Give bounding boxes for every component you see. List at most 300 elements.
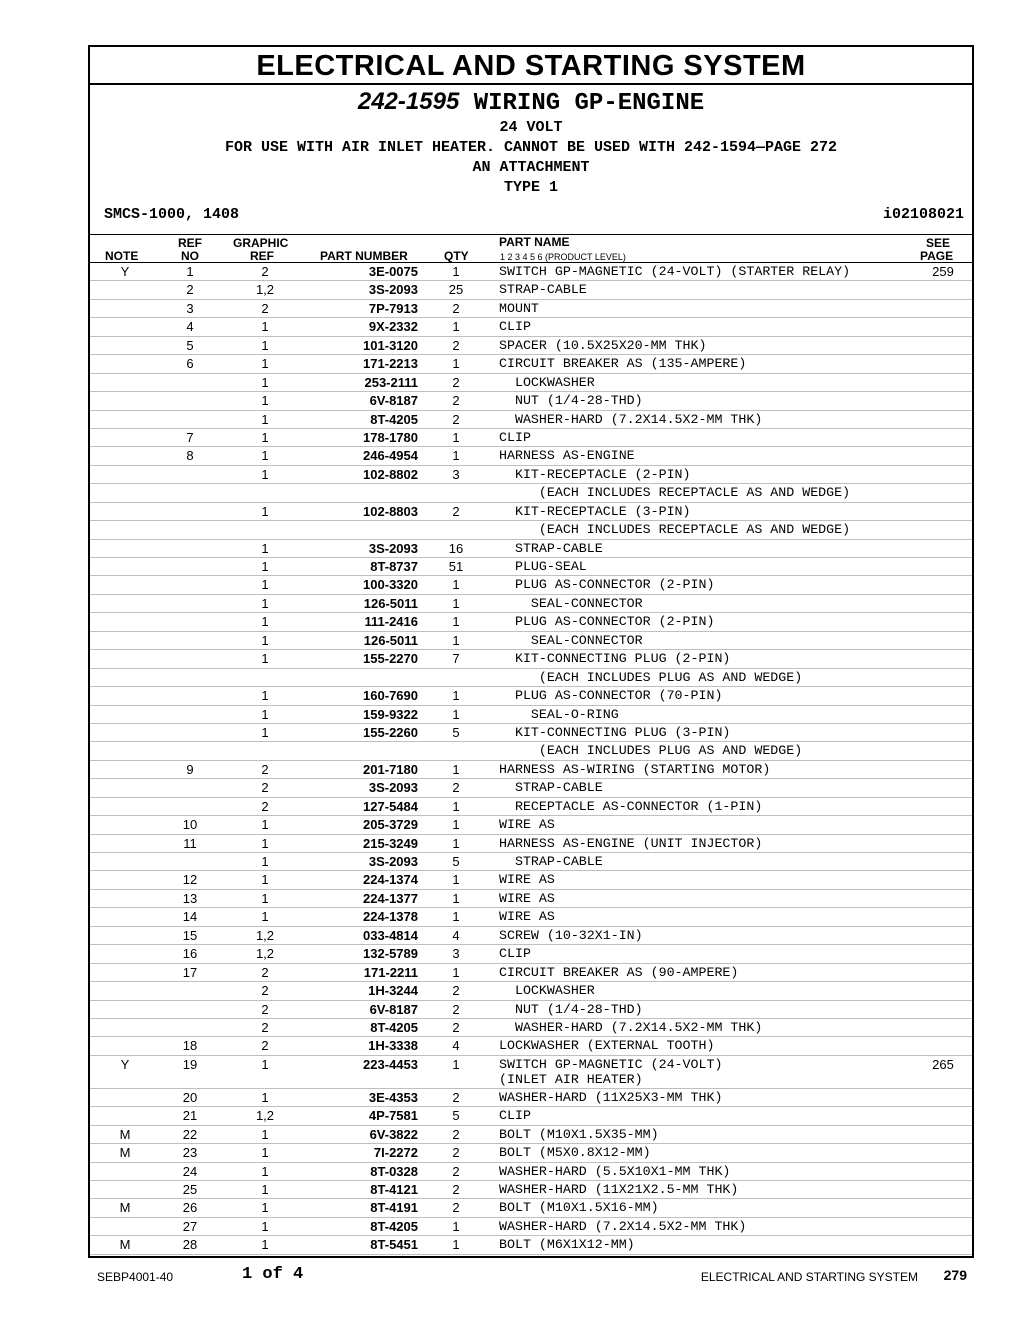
row-qty: 2 [452,411,460,427]
column-headers [90,235,972,263]
table-row [90,411,972,429]
table-row [90,853,972,871]
row-graphic-ref: 1 [261,614,269,630]
row-part-number: 155-2270 [363,651,418,667]
row-part-number: 6V-8187 [369,1001,418,1017]
row-part-name: SPACER (10.5X25X20-MM THK) [499,337,707,353]
row-ref-no: 23 [182,1145,198,1161]
row-qty: 1 [452,577,460,593]
row-ref-no: 4 [186,319,194,335]
row-part-number: 3S-2093 [368,780,418,796]
row-part-name: CIRCUIT BREAKER AS (90-AMPERE) [499,964,739,980]
row-part-number: 127-5484 [363,798,418,814]
col-ref-no-bottom: NO [181,249,199,263]
table-row [90,742,972,760]
group-header [90,85,972,235]
row-qty: 2 [452,1001,460,1017]
row-part-name: SWITCH GP-MAGNETIC (24-VOLT) (STARTER RELAY) [499,264,851,279]
row-ref-no: 2 [186,282,194,298]
row-note: M [119,1237,131,1253]
row-graphic-ref: 1 [261,854,269,869]
row-graphic-ref: 1 [261,909,269,925]
row-part-name: CLIP [499,319,531,335]
row-graphic-ref: 1 [261,319,269,335]
row-part-number: 126-5011 [363,632,418,648]
row-part-name: WASHER-HARD (7.2X14.5X2-MM THK) [499,1218,747,1234]
row-part-name: WASHER-HARD (11X25X3-MM THK) [499,1089,723,1105]
row-part-name: WIRE AS [499,890,555,906]
row-qty: 2 [452,983,460,999]
row-graphic-ref: 2 [261,1019,269,1035]
table-row [90,835,972,853]
row-qty: 1 [452,448,460,464]
table-row [90,595,972,613]
row-graphic-ref: 1 [261,817,269,833]
row-part-number: 9X-2332 [368,319,418,335]
row-ref-no: 21 [182,1108,198,1124]
row-qty: 1 [452,706,460,722]
row-qty: 1 [452,1237,460,1253]
row-part-name: NUT (1/4-28-THD) [499,393,643,409]
row-graphic-ref: 2 [261,761,269,777]
row-part-number: 102-8803 [363,503,418,519]
row-part-name: KIT-RECEPTACLE (3-PIN) [499,503,691,519]
row-note: Y [120,264,130,279]
row-graphic-ref: 1 [261,429,269,445]
row-ref-no: 11 [183,835,197,851]
row-part-number: 6V-3822 [369,1126,418,1142]
table-row [90,300,972,318]
row-part-name: KIT-RECEPTACLE (2-PIN) [499,466,691,482]
row-graphic-ref: 1 [261,374,269,390]
row-part-name: WIRE AS [499,872,555,888]
row-part-name: LOCKWASHER [499,983,595,999]
row-part-number: 224-1378 [363,909,418,925]
row-ref-no: 13 [182,890,198,906]
row-part-name: KIT-CONNECTING PLUG (3-PIN) [499,724,731,740]
row-part-number: 223-4453 [363,1056,418,1072]
row-graphic-ref: 1 [261,577,269,593]
row-part-name: PLUG AS-CONNECTOR (2-PIN) [499,614,715,630]
row-part-number: 8T-4205 [370,411,418,427]
row-note: M [119,1145,131,1161]
row-qty: 4 [452,1038,460,1054]
row-part-number: 7P-7913 [368,300,418,316]
table-row [90,613,972,631]
row-qty: 1 [452,1056,460,1072]
row-part-number: 205-3729 [363,817,418,833]
col-graphic-ref-bottom: REF [250,249,274,263]
row-graphic-ref: 1 [261,595,269,611]
row-graphic-ref: 1,2 [255,282,275,298]
row-qty: 2 [452,300,460,316]
row-qty: 5 [452,854,460,869]
illustration-id: i02108021 [882,206,964,223]
row-qty: 1 [452,872,460,888]
row-part-number: 111-2416 [364,614,418,630]
row-graphic-ref: 1 [261,1126,269,1142]
row-ref-no: 20 [182,1089,198,1105]
row-part-number: 1H-3244 [368,983,418,999]
row-part-name: WASHER-HARD (7.2X14.5X2-MM THK) [499,411,763,427]
row-part-number: 253-2111 [364,374,418,390]
table-row [90,355,972,373]
table-row [90,908,972,926]
table-row [90,521,972,539]
row-part-number: 8T-8737 [370,559,418,574]
row-graphic-ref: 2 [261,780,269,796]
table-row [90,706,972,724]
row-graphic-ref: 1 [261,651,269,667]
row-part-name: CLIP [499,429,531,445]
row-part-name: PLUG AS-CONNECTOR (2-PIN) [499,577,715,593]
row-part-name: SEAL-CONNECTOR [499,632,643,648]
row-graphic-ref: 1 [261,503,269,519]
row-part-number: 4P-7581 [368,1108,418,1124]
row-graphic-ref: 1 [261,1145,269,1161]
row-part-number: 8T-4205 [370,1218,418,1234]
row-part-number: 033-4814 [363,927,418,943]
row-part-name: BOLT (M10X1.5X16-MM) [499,1200,659,1216]
row-graphic-ref: 1 [261,559,269,574]
row-ref-no: 24 [182,1163,198,1179]
row-qty: 1 [452,909,460,925]
row-part-number: 3S-2093 [368,282,418,298]
row-part-name: NUT (1/4-28-THD) [499,1001,643,1017]
row-qty: 4 [452,927,460,943]
row-qty: 7 [452,651,460,667]
row-part-name: STRAP-CABLE [499,282,587,298]
col-graphic-ref-top: GRAPHIC [233,236,289,250]
row-graphic-ref: 1,2 [255,946,275,962]
row-part-name: SCREW (10-32X1-IN) [499,927,643,943]
row-part-number: 160-7690 [363,688,418,704]
row-note: M [119,1200,131,1216]
table-row [90,982,972,1000]
row-qty: 2 [452,1200,460,1216]
row-part-number: 1H-3338 [368,1038,418,1054]
table-row [90,503,972,521]
row-part-name: SEAL-O-RING [499,706,619,722]
row-graphic-ref: 1 [261,1182,269,1197]
row-graphic-ref: 1 [261,466,269,482]
row-graphic-ref: 1 [261,1200,269,1216]
row-graphic-ref: 1 [261,890,269,906]
row-ref-no: 27 [182,1218,198,1234]
row-qty: 5 [452,1108,460,1124]
row-part-name: (EACH INCLUDES PLUG AS AND WEDGE) [499,669,803,685]
row-qty: 1 [452,429,460,445]
row-note: Y [120,1056,130,1072]
footer-page-of: 1 of 4 [242,1265,304,1284]
row-part-number: 100-3320 [363,577,418,593]
row-see-page: 265 [932,1056,954,1072]
table-row [90,761,972,779]
row-qty: 16 [448,540,464,556]
table-row [90,447,972,465]
col-qty: QTY [444,249,469,263]
table-row [90,1019,972,1037]
row-graphic-ref: 1 [261,356,269,372]
row-qty: 2 [452,1182,460,1197]
row-ref-no: 28 [182,1237,198,1253]
table-row [90,484,972,502]
group-title [90,88,972,118]
col-ref-no-top: REF [178,236,202,250]
footer-page-number: 279 [943,1267,967,1283]
group-usage-note: FOR USE WITH AIR INLET HEATER. CANNOT BE USED WITH 242-1594—PAGE 272 [224,139,838,156]
row-part-number: 171-2213 [363,356,418,372]
group-type: TYPE 1 [503,179,558,196]
row-graphic-ref: 1,2 [255,927,275,943]
table-row [90,374,972,392]
row-part-name: SWITCH GP-MAGNETIC (24-VOLT) (INLET AIR HEATER) [499,1056,723,1087]
row-qty: 1 [452,632,460,648]
row-part-name: LOCKWASHER [499,374,595,390]
row-graphic-ref: 1 [261,724,269,740]
row-qty: 2 [452,503,460,519]
row-ref-no: 14 [182,909,198,925]
row-part-number: 201-7180 [363,761,418,777]
row-part-number: 155-2260 [363,724,418,740]
table-row [90,798,972,816]
table-row [90,1163,972,1181]
row-qty: 2 [452,1089,460,1105]
row-graphic-ref: 1,2 [255,1108,275,1124]
footer-section: ELECTRICAL AND STARTING SYSTEM [700,1270,918,1284]
row-ref-no: 26 [182,1200,198,1216]
row-graphic-ref: 2 [261,1001,269,1017]
table-row [90,392,972,410]
col-note: NOTE [105,249,139,263]
row-part-name: STRAP-CABLE [499,540,603,556]
table-row [90,466,972,484]
row-graphic-ref: 1 [261,411,269,427]
row-qty: 2 [452,1145,460,1161]
table-row [90,724,972,742]
table-row [90,1056,972,1089]
table-row [90,337,972,355]
row-graphic-ref: 1 [261,1163,269,1179]
row-part-name: PLUG AS-CONNECTOR (70-PIN) [499,688,723,704]
row-part-number: 8T-4121 [370,1182,418,1197]
table-row [90,1107,972,1125]
row-part-name: BOLT (M6X1X12-MM) [499,1237,635,1253]
table-row [90,263,972,281]
row-part-name: HARNESS AS-ENGINE (UNIT INJECTOR) [499,835,763,851]
row-part-name: WIRE AS [499,909,555,925]
row-part-name: (EACH INCLUDES PLUG AS AND WEDGE) [499,743,803,759]
row-part-name: KIT-CONNECTING PLUG (2-PIN) [499,651,731,667]
parts-page-frame [88,45,974,1258]
row-ref-no: 12 [182,872,198,888]
row-part-number: 3S-2093 [368,540,418,556]
table-row [90,1001,972,1019]
row-graphic-ref: 1 [261,1056,269,1072]
row-graphic-ref: 2 [261,300,269,316]
table-row [90,964,972,982]
table-row [90,1089,972,1107]
section-title: ELECTRICAL AND STARTING SYSTEM [90,47,972,85]
row-ref-no: 18 [182,1038,198,1054]
table-row [90,1037,972,1055]
row-part-name: WASHER-HARD (5.5X10X1-MM THK) [499,1163,731,1179]
row-note: M [119,1126,131,1142]
row-ref-no: 19 [182,1056,198,1072]
row-part-name: WASHER-HARD (7.2X14.5X2-MM THK) [499,1019,763,1035]
col-see-page-top: SEE [926,236,951,250]
row-graphic-ref: 1 [261,835,269,851]
row-ref-no: 8 [186,448,194,464]
row-ref-no: 10 [182,817,198,833]
row-qty: 1 [452,1218,460,1234]
row-qty: 25 [448,282,464,298]
row-part-number: 171-2211 [363,964,418,980]
row-part-number: 102-8802 [363,466,418,482]
table-row [90,318,972,336]
row-part-number: 8T-0328 [370,1163,418,1179]
row-ref-no: 6 [186,356,194,372]
row-qty: 51 [448,559,464,574]
row-part-number: 159-9322 [363,706,418,722]
row-qty: 2 [452,337,460,353]
table-row [90,1199,972,1217]
row-part-number: 224-1377 [363,890,418,906]
row-part-name: (EACH INCLUDES RECEPTACLE AS AND WEDGE) [499,522,851,538]
row-part-name: BOLT (M10X1.5X35-MM) [499,1126,659,1142]
table-row [90,669,972,687]
row-graphic-ref: 2 [261,264,269,279]
table-row [90,429,972,447]
row-qty: 1 [452,761,460,777]
row-part-name: PLUG-SEAL [499,559,587,574]
table-row [90,1218,972,1236]
row-part-name: SEAL-CONNECTOR [499,595,643,611]
row-ref-no: 17 [182,964,198,980]
row-qty: 3 [452,946,460,962]
row-qty: 1 [452,688,460,704]
row-part-name: HARNESS AS-WIRING (STARTING MOTOR) [499,761,771,777]
table-row [90,871,972,889]
row-qty: 1 [452,356,460,372]
row-qty: 1 [452,595,460,611]
row-qty: 1 [452,835,460,851]
row-qty: 1 [452,817,460,833]
row-graphic-ref: 2 [261,983,269,999]
row-part-number: 8T-5451 [370,1237,418,1253]
row-part-name: CIRCUIT BREAKER AS (135-AMPERE) [499,356,747,372]
row-part-name: STRAP-CABLE [499,854,603,869]
row-qty: 1 [452,319,460,335]
row-part-name: HARNESS AS-ENGINE [499,448,635,464]
table-row [90,779,972,797]
row-part-name: CLIP [499,946,531,962]
row-ref-no: 1 [186,264,194,279]
row-graphic-ref: 2 [261,798,269,814]
row-part-number: 8T-4191 [370,1200,418,1216]
group-attachment: AN ATTACHMENT [472,159,590,176]
group-name: WIRING GP-ENGINE [473,90,705,117]
table-row [90,1144,972,1162]
row-qty: 2 [452,1126,460,1142]
row-ref-no: 15 [182,927,198,943]
row-graphic-ref: 1 [261,448,269,464]
row-part-name: MOUNT [499,300,539,316]
row-ref-no: 3 [186,300,194,316]
row-ref-no: 22 [182,1126,198,1142]
row-qty: 5 [452,724,460,740]
row-see-page: 259 [932,264,954,279]
row-part-number: 246-4954 [363,448,418,464]
row-part-name: CLIP [499,1108,531,1124]
row-qty: 2 [452,1019,460,1035]
row-part-number: 215-3249 [363,835,418,851]
row-graphic-ref: 1 [261,872,269,888]
row-graphic-ref: 1 [261,337,269,353]
row-ref-no: 5 [186,337,194,353]
col-see-page-bottom: PAGE [920,249,954,263]
group-voltage: 24 VOLT [499,119,563,136]
row-qty: 3 [452,466,460,482]
table-row [90,1236,972,1254]
row-part-number: 3E-0075 [368,264,418,279]
row-part-number: 178-1780 [363,429,418,445]
row-part-number: 126-5011 [363,595,418,611]
table-row [90,945,972,963]
smcs-code: SMCS-1000, 1408 [104,206,240,223]
row-graphic-ref: 1 [261,393,269,409]
parts-list [90,263,972,1255]
row-part-number: 132-5789 [363,946,418,962]
table-row [90,650,972,668]
row-part-name: LOCKWASHER (EXTERNAL TOOTH) [499,1038,715,1054]
row-graphic-ref: 1 [261,540,269,556]
row-qty: 2 [452,780,460,796]
row-qty: 1 [452,264,460,279]
table-row [90,816,972,834]
table-row [90,1126,972,1144]
row-part-number: 6V-8187 [369,393,418,409]
table-row [90,576,972,594]
row-part-name: RECEPTACLE AS-CONNECTOR (1-PIN) [499,798,763,814]
row-part-name: BOLT (M5X0.8X12-MM) [499,1145,651,1161]
col-product-level: 1 2 3 4 5 6 (PRODUCT LEVEL) [500,252,626,262]
row-qty: 2 [452,374,460,390]
row-graphic-ref: 2 [261,1038,269,1054]
row-part-name: STRAP-CABLE [499,780,603,796]
row-part-name: (EACH INCLUDES RECEPTACLE AS AND WEDGE) [499,485,851,501]
row-part-name: WASHER-HARD (11X21X2.5-MM THK) [499,1182,739,1197]
table-row [90,890,972,908]
row-ref-no: 9 [186,761,194,777]
col-part-number: PART NUMBER [320,249,408,263]
row-qty: 1 [452,890,460,906]
row-graphic-ref: 1 [261,1218,269,1234]
row-graphic-ref: 2 [261,964,269,980]
row-part-number: 224-1374 [363,872,418,888]
row-graphic-ref: 1 [261,632,269,648]
row-part-number: 3S-2093 [368,854,418,869]
table-row [90,632,972,650]
table-row [90,1181,972,1199]
row-part-number: 8T-4205 [370,1019,418,1035]
row-part-number: 101-3120 [363,337,418,353]
row-qty: 2 [452,393,460,409]
footer-doc-id: SEBP4001-40 [97,1270,174,1284]
row-ref-no: 7 [186,429,194,445]
group-part-number: 242-1595 [357,88,460,115]
table-row [90,927,972,945]
